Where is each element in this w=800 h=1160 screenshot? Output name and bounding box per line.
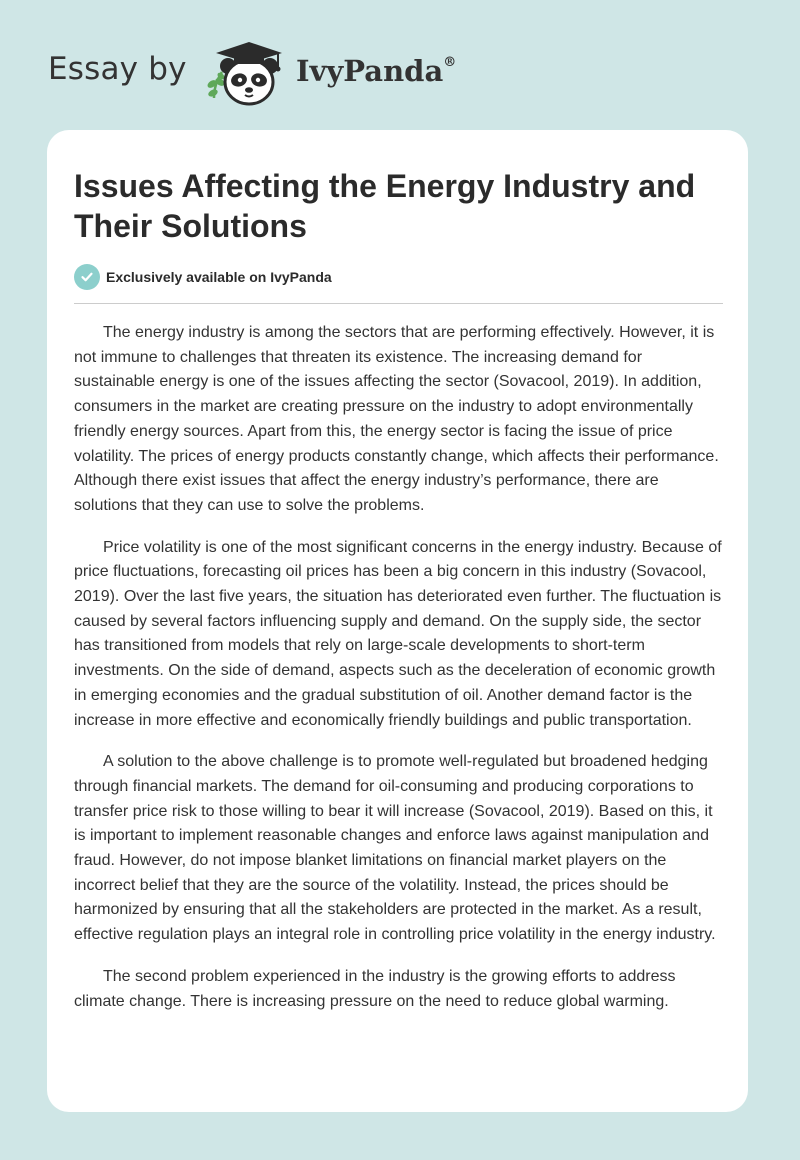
essay-body [74, 321, 726, 1031]
essay-paragraph: Price volatility is one of the most significant concerns in the energy industry. Because of price fluctuations, forecasting oil prices has been a big concern in this industry (Sovacool, 2019). Over the last five years, the situation has deteriorated even further. The fluctuation is caused by several factors influencing supply and demand. On the supply side, the sector has transitioned from models that rely on large-scale developments to short-term investments. On the side of demand, aspects such as the deceleration of economic growth in emerging economies and the gradual substitution of oil. Another demand factor is the increase in more effective and economically friendly buildings and public transportation. [74, 538, 722, 729]
essay-card [47, 130, 748, 1112]
essay-paragraph: A solution to the above challenge is to promote well-regulated but broadened hedging through financial markets. The demand for oil-consuming and producing corporations to transfer price risk to those willing to bear it will increase (Sovacool, 2019). Based on this, it is important to implement reasonable changes and enforce laws against manipulation and fraud. However, do not impose blanket limitations on financial market players on the incorrect belief that they are the source of the volatility. Instead, the prices should be harmonized by ensuring that all the stakeholders are protected in the market. As a result, effective regulation plays an integral role in controlling price volatility in the energy industry. [74, 753, 716, 944]
exclusive-badge-text: Exclusively available on IvyPanda [106, 269, 332, 285]
registered-mark: ® [443, 55, 457, 71]
title-divider [74, 303, 723, 304]
brand-name-text: IvyPanda [296, 54, 444, 88]
check-icon [74, 264, 100, 290]
panda-graduate-icon[interactable] [204, 38, 290, 110]
essay-paragraph: The second problem experienced in the industry is the growing efforts to address climate change. There is increasing pressure on the need to reduce global warming. [74, 967, 676, 1010]
essay-paragraph: The energy industry is among the sectors that are performing effectively. However, it is not immune to challenges that threaten its existence. The increasing demand for sustainable energy is one of the issues affecting the sector (Sovacool, 2019). In addition, consumers in the market are creating pressure on the industry to adopt environmentally friendly energy sources. Apart from this, the energy sector is facing the issue of price volatility. The prices of energy products constantly change, which affects their performance. Although there exist issues that affect the energy industry’s performance, there are solutions that they can use to solve the problems. [74, 324, 719, 514]
essay-title: Issues Affecting the Energy Industry and Their Solutions [74, 168, 696, 244]
essay-by-label: Essay by [48, 51, 187, 87]
brand-name[interactable] [296, 54, 456, 88]
exclusive-badge [74, 264, 332, 290]
site-header [48, 38, 468, 110]
